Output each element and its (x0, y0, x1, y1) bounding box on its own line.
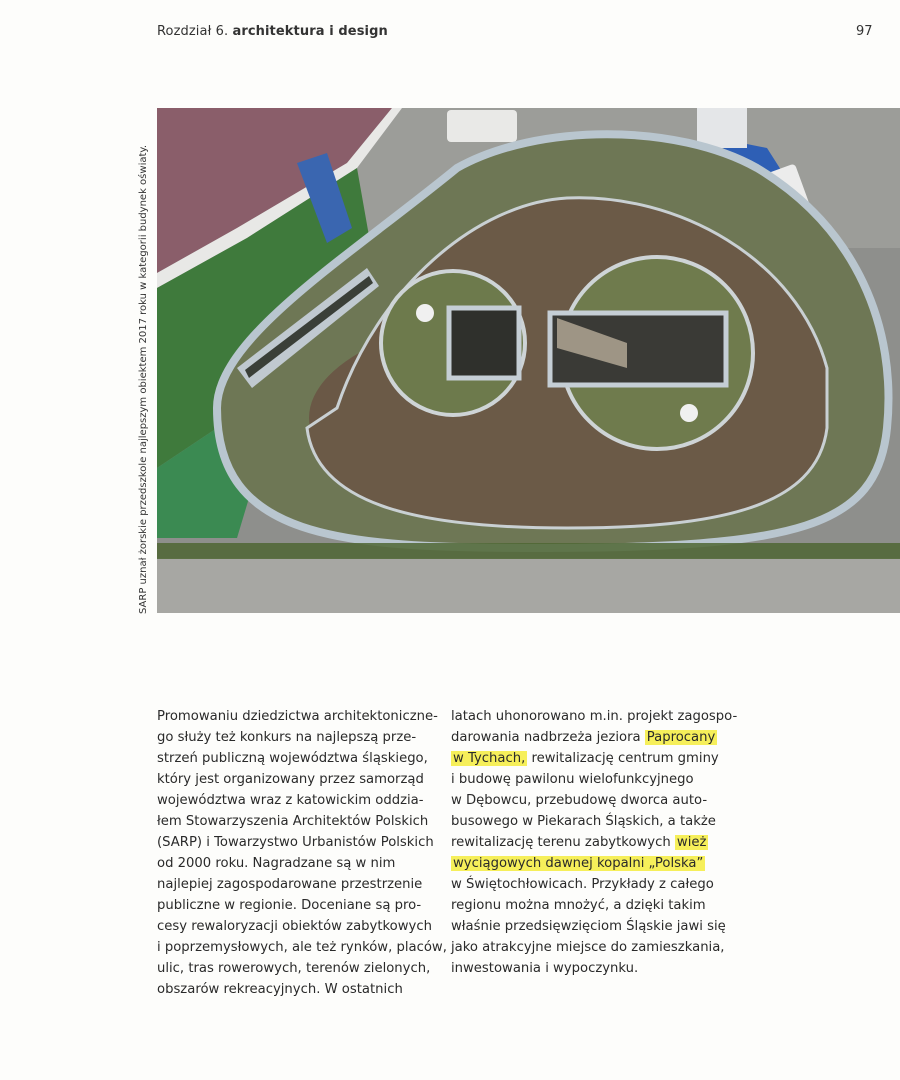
text-line: (SARP) i Towarzystwo Urbanistów Polskich (157, 835, 434, 850)
highlight-paprocany: Paprocany (646, 730, 716, 745)
text-line: w Dębowcu, przebudowę dworca auto- (451, 793, 708, 808)
text-line: latach uhonorowano m.in. projekt zagospo- (451, 709, 738, 724)
text-line: obszarów rekreacyjnych. W ostatnich (157, 982, 403, 997)
text-line: i poprzemysłowych, ale też rynków, placów, (157, 940, 447, 955)
text-line (451, 853, 736, 874)
text-line (451, 832, 736, 853)
text-line (451, 727, 736, 748)
chapter-prefix: Rozdział 6. (157, 24, 229, 39)
text-line: w Świętochłowicach. Przykłady z całego (451, 877, 714, 892)
text-line: strzeń publiczną województwa śląskiego, (157, 751, 428, 766)
text-column-1 (157, 706, 447, 1000)
text-line: od 2000 roku. Nagradzane są w nim (157, 856, 396, 871)
text-line: ulic, tras rowerowych, terenów zielonych, (157, 961, 431, 976)
photo-caption: SARP uznał żorskie przedszkole najlepszym obiektem 2017 roku w kategorii budynek oświaty. (138, 144, 149, 614)
text-line: łem Stowarzyszenia Architektów Polskich (157, 814, 429, 829)
text-line: który jest organizowany przez samorząd (157, 772, 424, 787)
highlight-wiez: wież (676, 835, 707, 850)
text-line: regionu można mnożyć, a dzięki takim (451, 898, 706, 913)
text-line: cesy rewaloryzacji obiektów zabytkowych (157, 919, 432, 934)
text-line: i budowę pawilonu wielofunkcyjnego (451, 772, 694, 787)
text-line: inwestowania i wypoczynku. (451, 961, 639, 976)
text-line (451, 748, 736, 769)
text-line: województwa wraz z katowickim oddzia- (157, 793, 424, 808)
highlight-tychy: w Tychach, (453, 751, 526, 766)
text-column-2 (451, 706, 736, 979)
text-line: właśnie przedsięwzięciom Śląskie jawi się (451, 919, 726, 934)
text-fragment: rewitalizację centrum gminy (527, 751, 719, 766)
text-line: publiczne w regionie. Doceniane są pro- (157, 898, 422, 913)
text-line: go służy też konkurs na najlepszą prze- (157, 730, 417, 745)
aerial-photo (157, 108, 900, 613)
highlight-kopalnia-polska: wyciągowych dawnej kopalni „Polska” (453, 856, 704, 871)
text-fragment: darowania nadbrzeża jeziora (451, 730, 645, 745)
chapter-title: architektura i design (232, 24, 388, 39)
text-fragment: rewitalizację terenu zabytkowych (451, 835, 675, 850)
text-line: Promowaniu dziedzictwa architektoniczne- (157, 709, 438, 724)
page-number: 97 (856, 24, 873, 39)
text-line: jako atrakcyjne miejsce do zamieszkania, (451, 940, 725, 955)
text-line: busowego w Piekarach Śląskich, a także (451, 814, 716, 829)
running-header (157, 24, 388, 39)
text-line: najlepiej zagospodarowane przestrzenie (157, 877, 423, 892)
